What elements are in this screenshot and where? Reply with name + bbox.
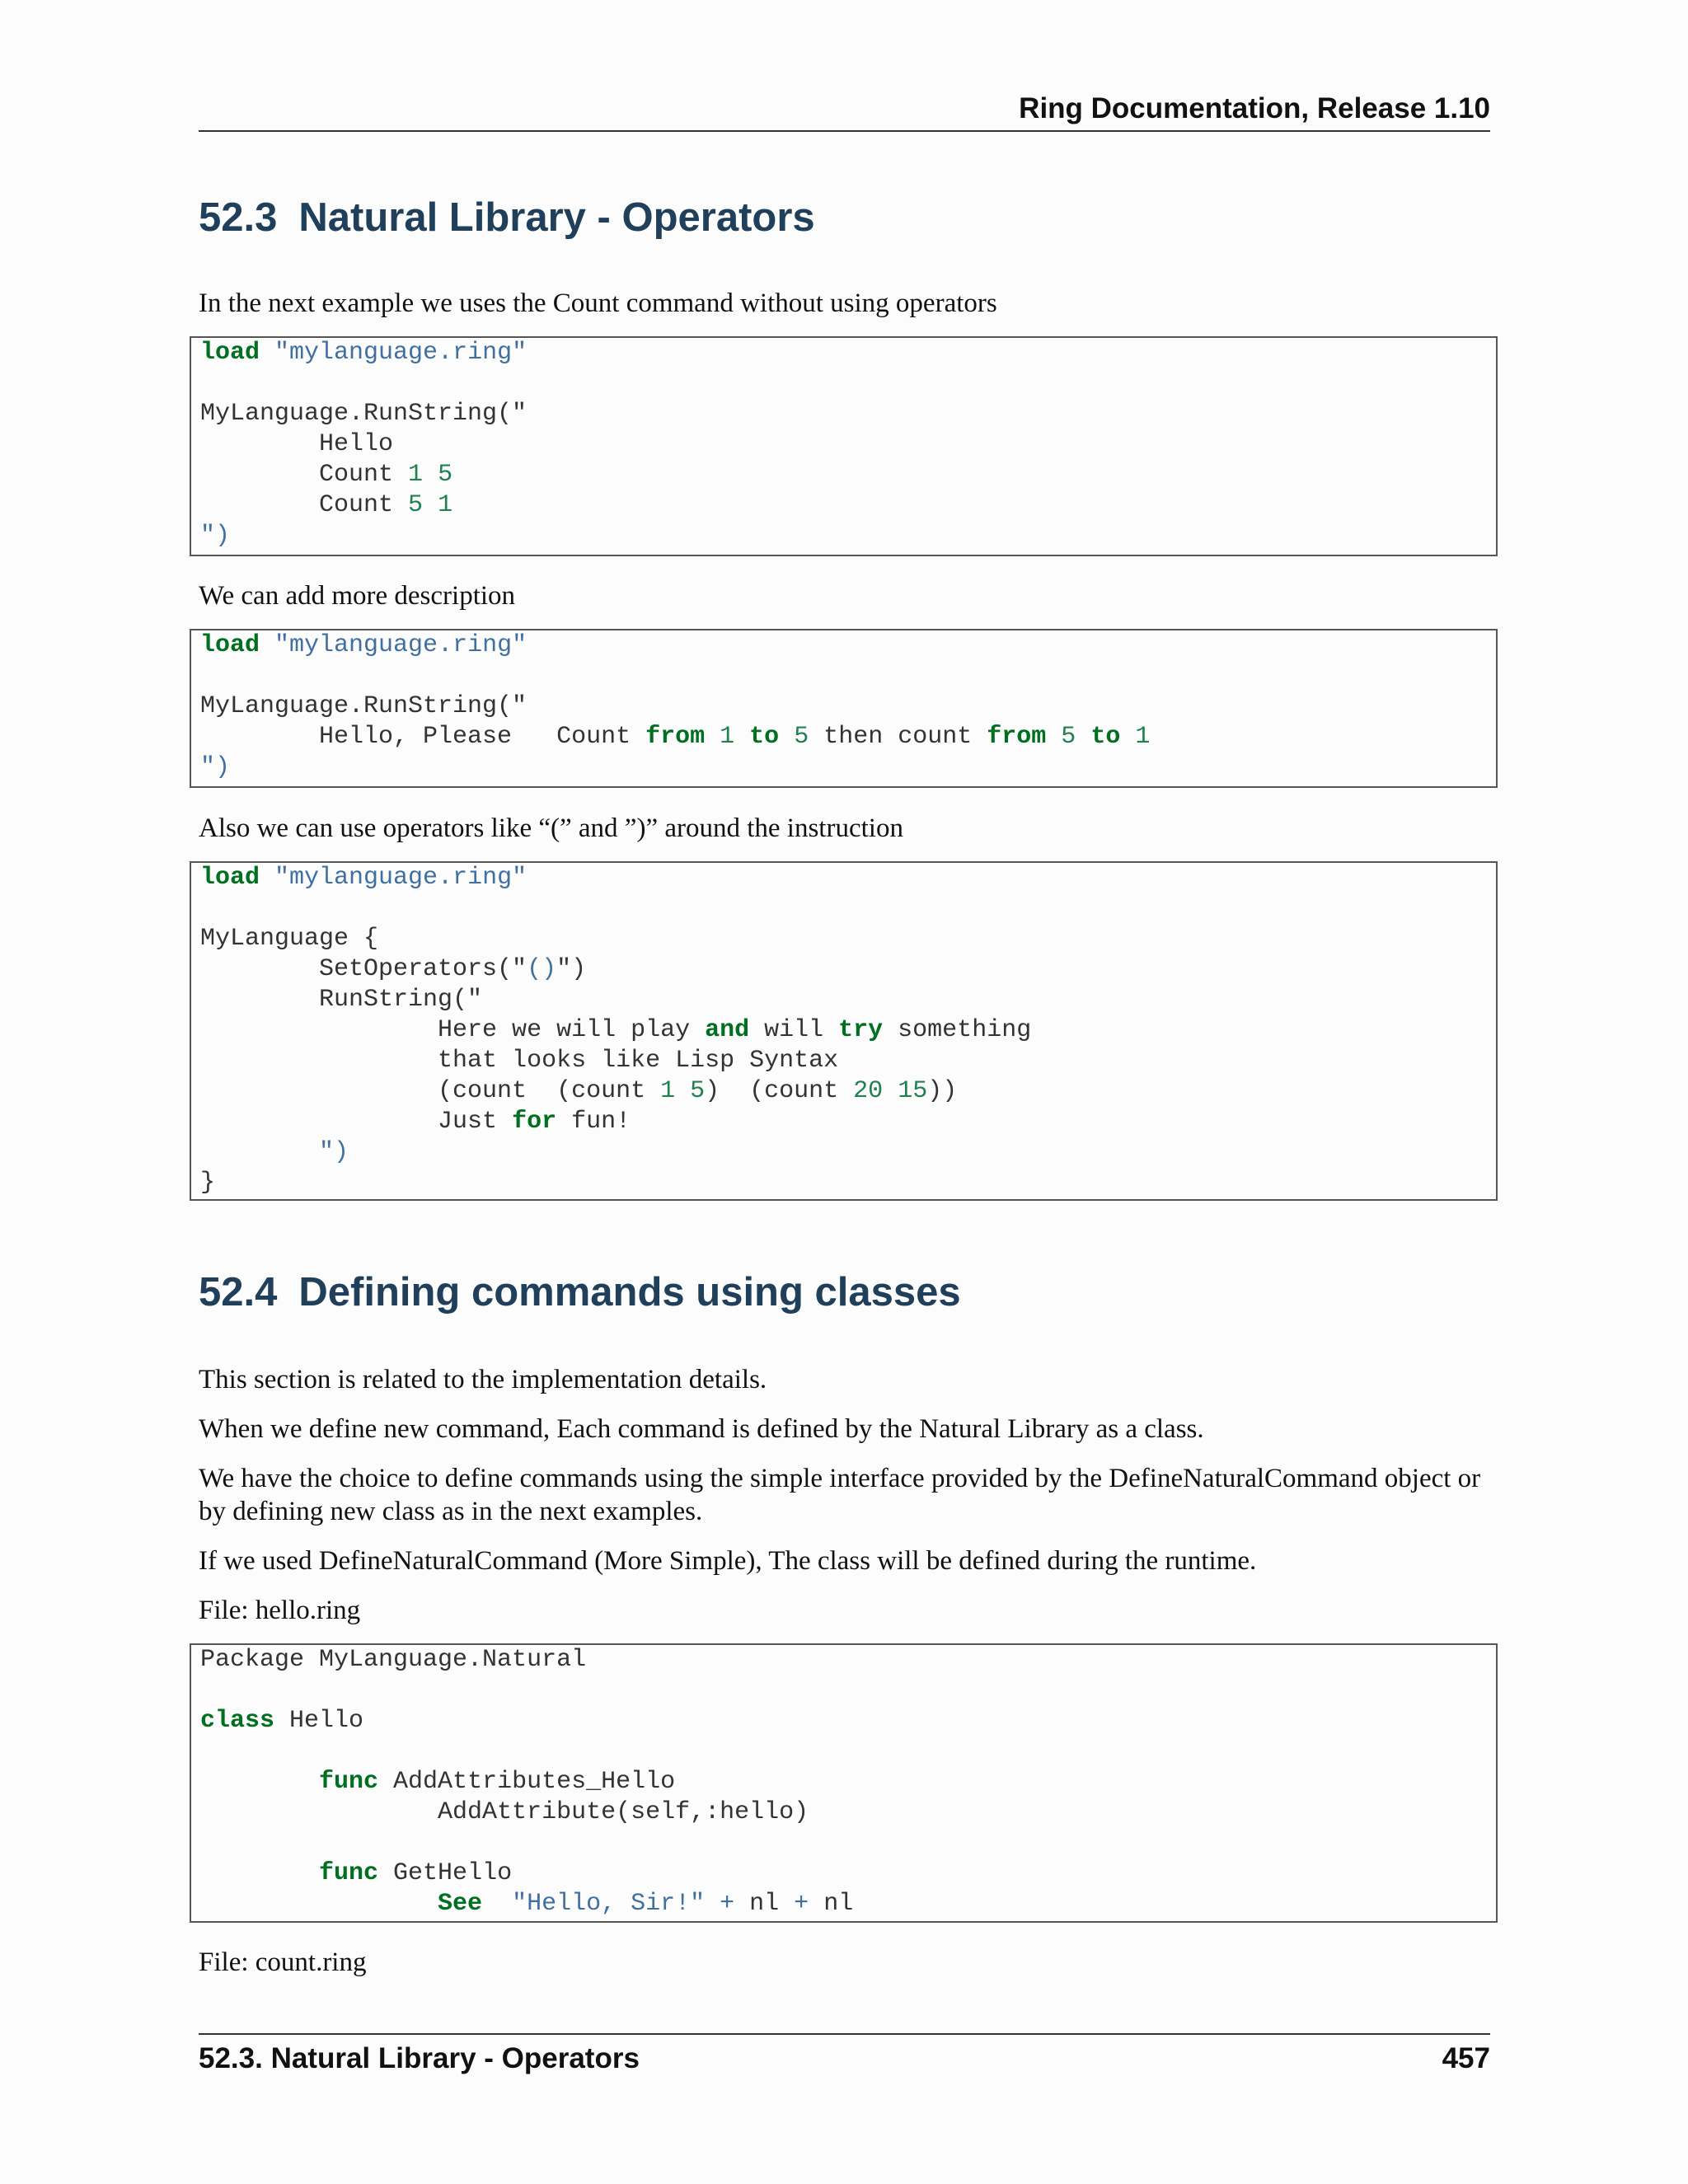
section-number: 52.4 (199, 1270, 278, 1315)
code-number: 1 (1135, 723, 1151, 751)
code-keyword: func (319, 1859, 379, 1887)
running-header-title: Ring Documentation, Release 1.10 (1019, 92, 1490, 124)
code-text (200, 1859, 319, 1887)
footer-rule (199, 2033, 1490, 2035)
code-keyword: for (512, 1108, 557, 1136)
code-number: 1 (438, 491, 453, 519)
code-text: Hello (274, 1707, 364, 1735)
code-line (200, 1015, 1496, 1046)
code-line (200, 1168, 1496, 1198)
code-text (260, 631, 274, 659)
code-keyword: class (200, 1707, 275, 1735)
code-line (200, 1107, 1496, 1137)
code-keyword: func (319, 1768, 379, 1796)
code-string: "mylanguage.ring" (274, 864, 528, 892)
code-block-3 (190, 861, 1498, 1201)
code-line (200, 1767, 1496, 1797)
code-number: 1 (660, 1077, 676, 1105)
code-line (200, 1675, 1496, 1706)
code-text: nl (809, 1890, 854, 1918)
code-text: Hello (200, 430, 394, 458)
paragraph-intro: In the next example we uses the Count command without using operators (199, 288, 997, 318)
code-text: AddAttributes_Hello (378, 1768, 676, 1796)
code-string: "mylanguage.ring" (274, 631, 528, 659)
section-number: 52.3 (199, 195, 278, 240)
code-text: ") (556, 955, 587, 983)
code-text: Package MyLanguage.Natural (200, 1646, 587, 1674)
code-text (260, 339, 274, 367)
code-text: fun! (556, 1108, 631, 1136)
code-text: Count (200, 461, 409, 489)
code-text: SetOperators(" (200, 955, 528, 983)
code-text: then count (809, 723, 987, 751)
code-keyword: load (200, 631, 260, 659)
code-text: will (749, 1016, 839, 1044)
code-number: 1 (720, 723, 735, 751)
code-text: Here we will play (200, 1016, 706, 1044)
code-line (200, 1736, 1496, 1767)
code-text (705, 723, 720, 751)
code-block-1 (190, 336, 1498, 556)
section-title: Natural Library - Operators (298, 195, 815, 240)
code-line (200, 691, 1496, 722)
code-line (200, 863, 1496, 893)
code-keyword: from (987, 723, 1047, 751)
code-number: 5 (690, 1077, 706, 1105)
code-text: something (883, 1016, 1032, 1044)
code-line (200, 1858, 1496, 1889)
code-line (200, 893, 1496, 924)
code-line (200, 429, 1496, 460)
code-string: ") (200, 753, 231, 781)
code-text (1046, 723, 1061, 751)
code-line (200, 985, 1496, 1015)
code-string: "Hello, Sir!" (512, 1890, 706, 1918)
code-text (260, 864, 274, 892)
code-number: 5 (794, 723, 809, 751)
code-string: + (720, 1890, 735, 1918)
code-text (734, 723, 749, 751)
code-keyword: and (705, 1016, 750, 1044)
code-text: Just (200, 1108, 513, 1136)
code-line (200, 490, 1496, 521)
code-string: () (527, 955, 557, 983)
code-text: that looks like Lisp Syntax (200, 1047, 839, 1075)
code-line (200, 1137, 1496, 1168)
code-keyword: to (749, 723, 780, 751)
code-text (675, 1077, 690, 1105)
code-number: 20 (853, 1077, 884, 1105)
code-keyword: from (645, 723, 706, 751)
code-text: AddAttribute(self,:hello) (200, 1798, 809, 1826)
paragraph-runtime: If we used DefineNaturalCommand (More Simple), The class will be defined during the runtime. (199, 1546, 1257, 1576)
code-number: 15 (898, 1077, 928, 1105)
section-heading-52-3 (199, 194, 815, 241)
code-line (200, 722, 1496, 752)
code-line (200, 1046, 1496, 1076)
code-text (482, 1890, 512, 1918)
paragraph-operators: Also we can use operators like “(” and ”)” around the instruction (199, 813, 903, 843)
file-label-hello: File: hello.ring (199, 1596, 361, 1625)
code-text (423, 461, 438, 489)
code-line (200, 1076, 1496, 1107)
code-line (200, 460, 1496, 490)
code-text: GetHello (378, 1859, 513, 1887)
code-keyword: try (838, 1016, 884, 1044)
code-text (200, 1768, 319, 1796)
code-block-4 (190, 1643, 1498, 1923)
code-text (1120, 723, 1135, 751)
code-line (200, 661, 1496, 691)
section-heading-52-4 (199, 1269, 961, 1315)
code-keyword: to (1090, 723, 1121, 751)
code-line (200, 1797, 1496, 1828)
code-text (1076, 723, 1090, 751)
code-line (200, 1645, 1496, 1675)
code-line (200, 521, 1496, 551)
code-line (200, 630, 1496, 661)
paragraph-implementation: This section is related to the implementation details. (199, 1365, 767, 1394)
code-line (200, 752, 1496, 783)
code-text: MyLanguage { (200, 925, 379, 953)
code-line (200, 399, 1496, 429)
code-text (423, 491, 438, 519)
code-text (883, 1077, 898, 1105)
code-text (200, 1890, 438, 1918)
code-text: } (200, 1169, 216, 1197)
code-line (200, 1706, 1496, 1736)
code-string: ") (200, 522, 231, 550)
code-text: MyLanguage.RunString(" (200, 400, 528, 428)
paragraph-more-description: We can add more description (199, 581, 516, 611)
header-rule (199, 130, 1490, 132)
code-text (705, 1890, 720, 1918)
code-text: RunString(" (200, 986, 483, 1014)
code-text (779, 723, 794, 751)
code-text: Hello, Please Count (200, 723, 646, 751)
code-line (200, 368, 1496, 399)
code-keyword: load (200, 864, 260, 892)
code-line (200, 1828, 1496, 1858)
code-number: 5 (1061, 723, 1076, 751)
code-line (200, 1889, 1496, 1919)
code-string: ") (200, 1138, 349, 1166)
code-text: )) (927, 1077, 958, 1105)
code-number: 5 (438, 461, 453, 489)
paragraph-define-command: When we define new command, Each command is defined by the Natural Library as a class. (199, 1414, 1204, 1444)
code-text: MyLanguage.RunString(" (200, 692, 528, 720)
code-number: 1 (408, 461, 424, 489)
footer-page-number: 457 (1442, 2042, 1490, 2074)
code-line (200, 338, 1496, 368)
paragraph-choice: We have the choice to define commands using the simple interface provided by the DefineNaturalCommand object or by defining new class as in the next examples. (199, 1464, 1481, 1526)
code-string: + (794, 1890, 809, 1918)
code-line (200, 954, 1496, 985)
code-line (200, 924, 1496, 954)
code-text: ) (count (705, 1077, 854, 1105)
code-keyword: See (438, 1890, 483, 1918)
footer-section-label: 52.3. Natural Library - Operators (199, 2042, 640, 2074)
code-text: Count (200, 491, 409, 519)
code-block-2 (190, 629, 1498, 788)
code-number: 5 (408, 491, 424, 519)
code-text: (count (count (200, 1077, 661, 1105)
file-label-count: File: count.ring (199, 1947, 367, 1977)
code-string: "mylanguage.ring" (274, 339, 528, 367)
section-title: Defining commands using classes (298, 1270, 961, 1315)
code-text: nl (734, 1890, 795, 1918)
code-keyword: load (200, 339, 260, 367)
